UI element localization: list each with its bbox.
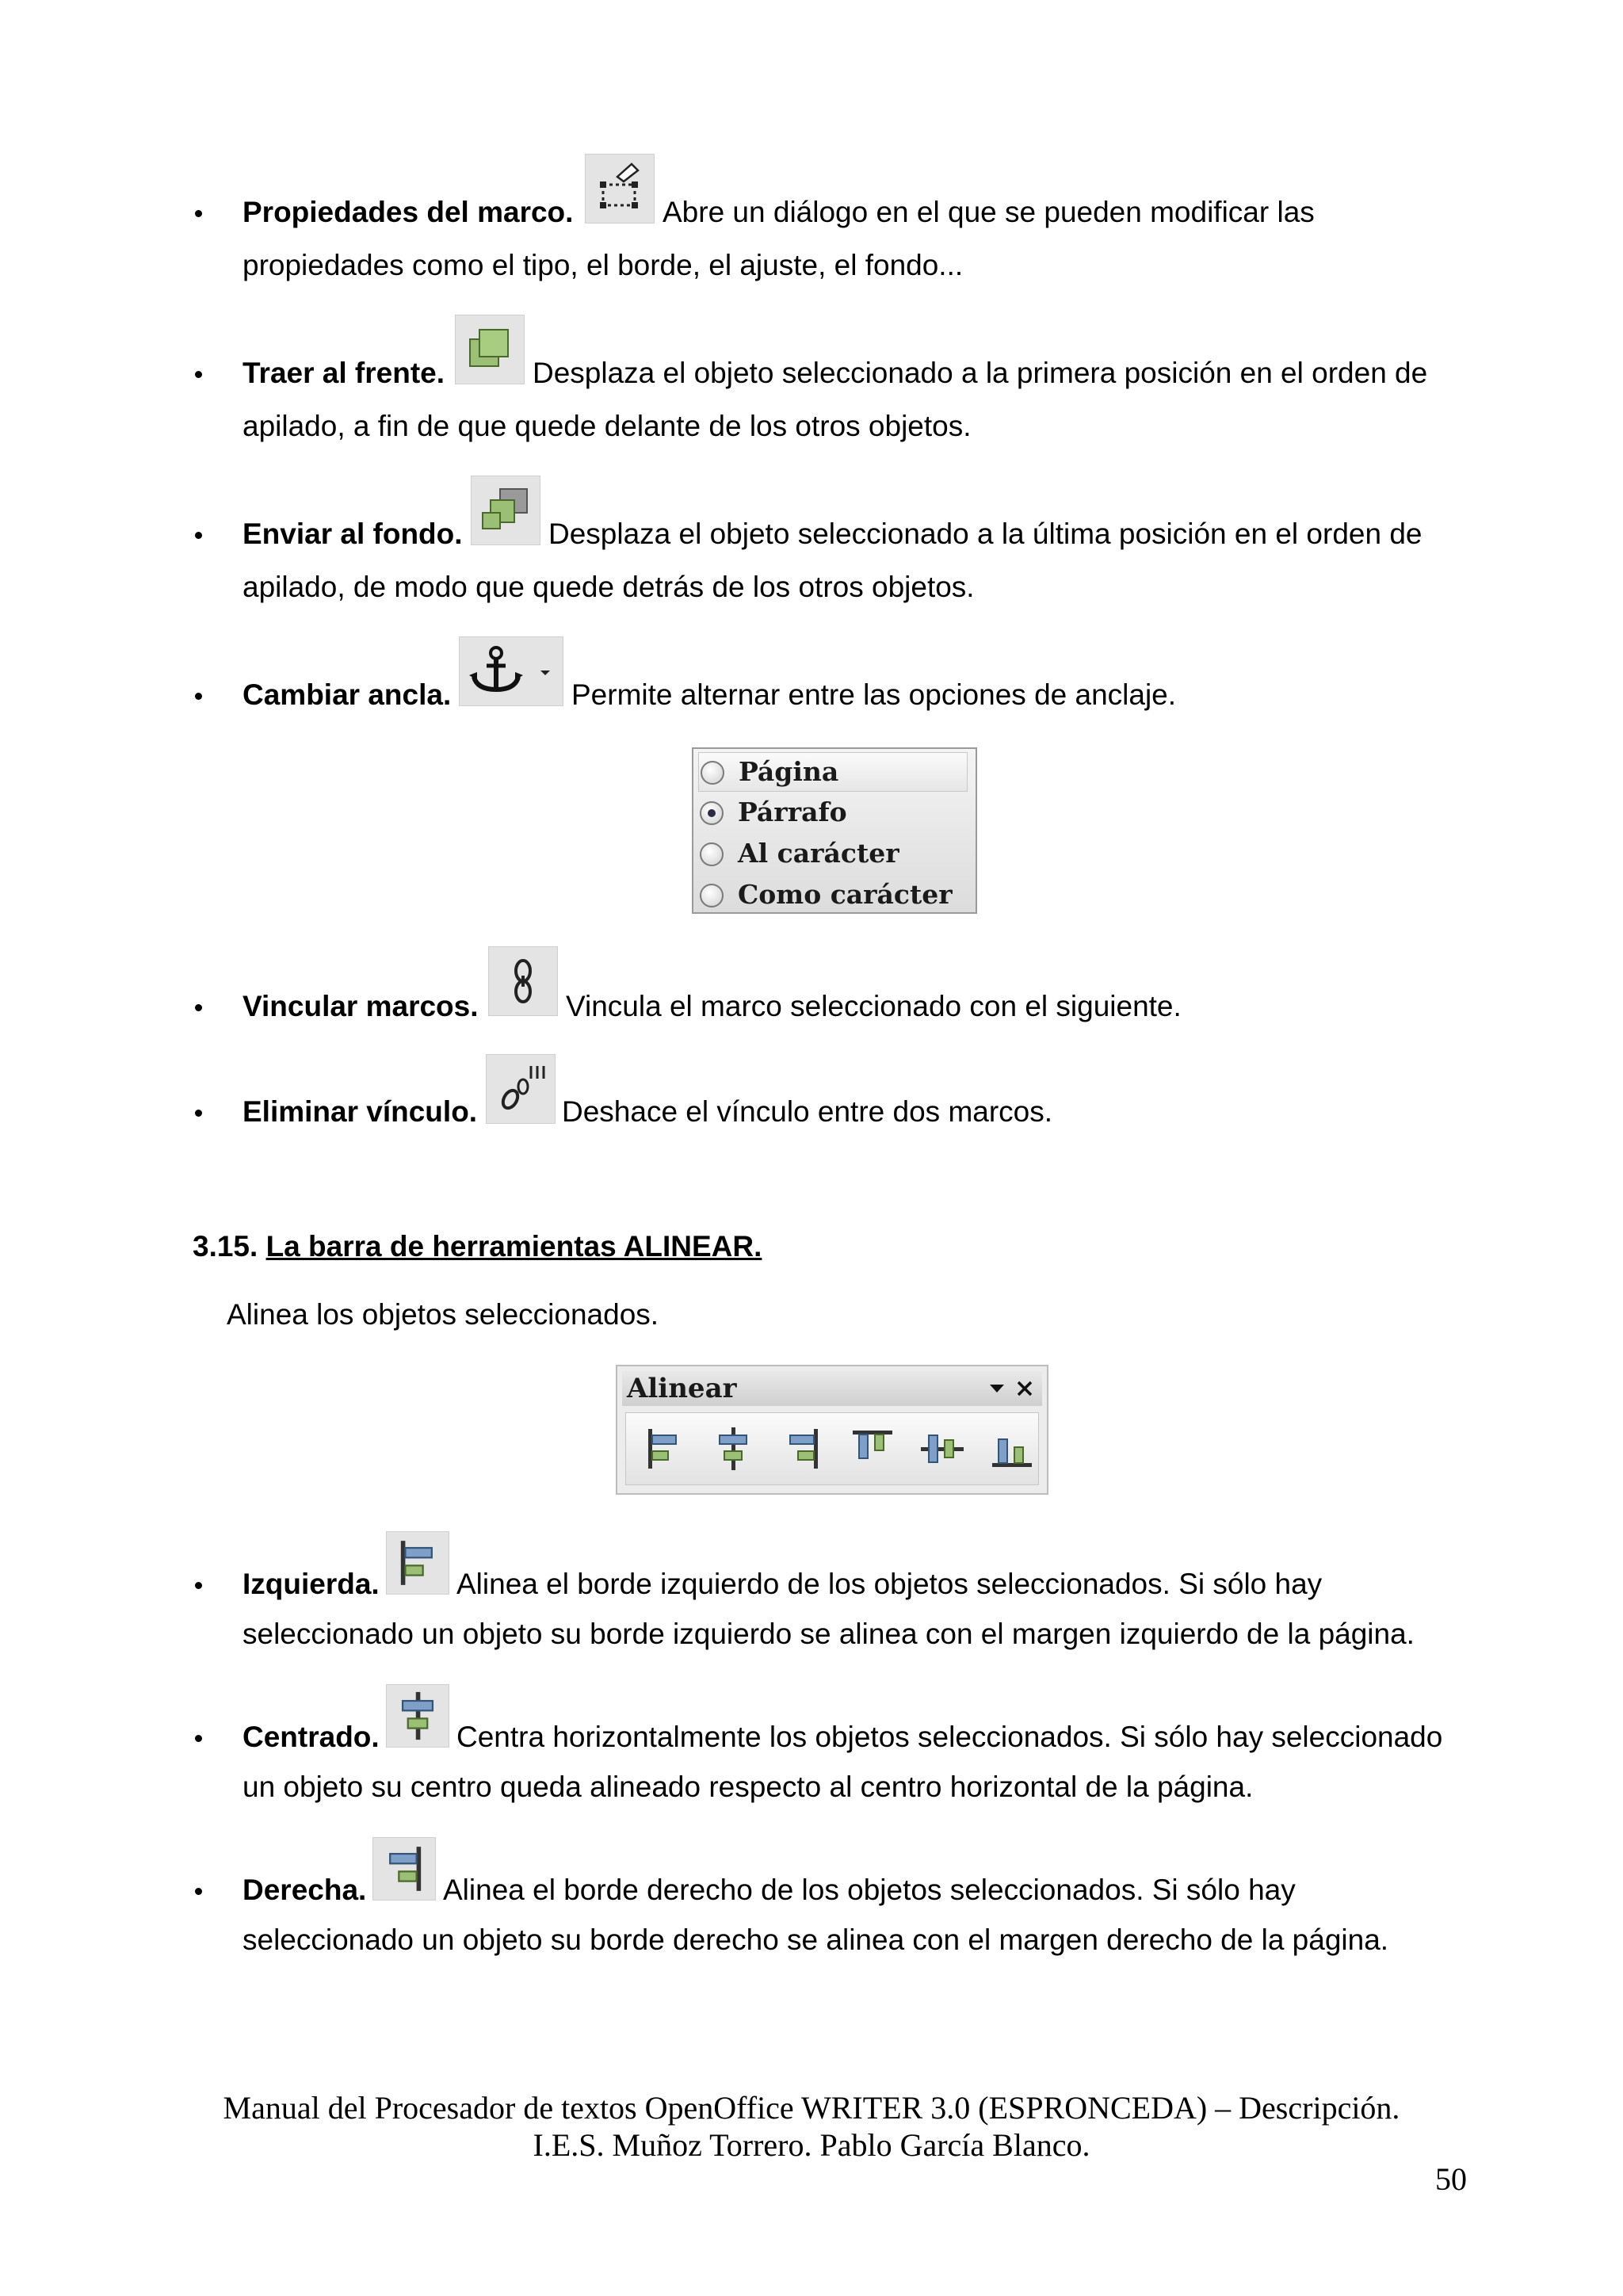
align-bottom-icon bbox=[984, 1421, 1040, 1477]
radio-icon[interactable] bbox=[700, 884, 724, 907]
align-middle-icon bbox=[915, 1421, 970, 1477]
list-item bbox=[242, 1095, 477, 1129]
align-right-button[interactable] bbox=[775, 1421, 831, 1477]
list-item bbox=[242, 1873, 366, 1908]
radio-icon[interactable] bbox=[700, 842, 724, 866]
list-item bbox=[242, 1567, 380, 1602]
item-term: Centrado. bbox=[242, 1721, 380, 1753]
section-number: 3.15. bbox=[193, 1230, 258, 1263]
bullet bbox=[195, 1110, 202, 1117]
item-description: Vincula el marco seleccionado con el siguiente. bbox=[566, 990, 1182, 1022]
item-term: Enviar al fondo. bbox=[242, 518, 463, 550]
page-number: 50 bbox=[1435, 2161, 1467, 2197]
bullet bbox=[195, 210, 202, 217]
anchor-options-menu bbox=[692, 747, 977, 914]
list-item bbox=[242, 195, 573, 230]
anchor-option-como-caracter[interactable] bbox=[698, 876, 966, 914]
item-term: Propiedades del marco. bbox=[242, 196, 574, 228]
bullet bbox=[195, 1888, 202, 1895]
bullet bbox=[195, 1735, 202, 1742]
item-description: Deshace el vínculo entre dos marcos. bbox=[562, 1095, 1053, 1128]
item-term: Cambiar ancla. bbox=[242, 678, 452, 711]
frame-properties-icon bbox=[585, 154, 655, 223]
bullet bbox=[195, 693, 202, 700]
footer-line-1: Manual del Procesador de textos OpenOffice WRITER 3.0 (ESPRONCEDA) – Descripción. bbox=[223, 2090, 1400, 2126]
item-term: Izquierda. bbox=[242, 1568, 380, 1600]
anchor-option-label: Al carácter bbox=[738, 838, 899, 869]
toolbar-titlebar[interactable] bbox=[622, 1371, 1042, 1406]
item-description: Centra horizontalmente los objetos seleccionados. Si sólo hay seleccionado bbox=[456, 1721, 1443, 1753]
align-left-button[interactable] bbox=[636, 1421, 691, 1477]
anchor-option-parrafo[interactable] bbox=[698, 793, 966, 831]
toolbar-buttons bbox=[625, 1412, 1039, 1485]
item-description: Desplaza el objeto seleccionado a la última posición en el orden de bbox=[548, 518, 1423, 550]
close-icon[interactable] bbox=[1015, 1379, 1034, 1398]
item-continuation: apilado, de modo que quede detrás de los otros objetos. bbox=[242, 571, 975, 603]
list-item bbox=[242, 989, 479, 1024]
item-continuation: apilado, a fin de que quede delante de los otros objetos. bbox=[242, 410, 972, 442]
align-center-button[interactable] bbox=[705, 1421, 761, 1477]
item-description: Desplaza el objeto seleccionado a la primera posición en el orden de bbox=[533, 357, 1428, 389]
bullet bbox=[195, 1582, 202, 1589]
section-intro: Alinea los objetos seleccionados. bbox=[227, 1298, 659, 1331]
item-description: Alinea el borde izquierdo de los objetos seleccionados. Si sólo hay bbox=[456, 1568, 1323, 1600]
item-term: Derecha. bbox=[242, 1874, 367, 1906]
bullet bbox=[195, 1004, 202, 1011]
item-description: Abre un diálogo en el que se pueden modificar las bbox=[663, 196, 1315, 228]
align-right-icon bbox=[775, 1421, 831, 1477]
link-frames-icon bbox=[488, 946, 558, 1016]
align-center-icon bbox=[705, 1421, 761, 1477]
align-right-icon bbox=[372, 1837, 436, 1901]
section-heading bbox=[193, 1229, 762, 1264]
align-middle-button[interactable] bbox=[915, 1421, 970, 1477]
send-to-back-icon bbox=[471, 476, 540, 545]
list-item bbox=[242, 356, 445, 391]
anchor-option-pagina[interactable] bbox=[698, 752, 968, 792]
anchor-icon bbox=[459, 636, 563, 706]
bring-to-front-icon bbox=[455, 315, 525, 384]
item-description: Alinea el borde derecho de los objetos seleccionados. Si sólo hay bbox=[443, 1874, 1296, 1906]
anchor-option-label: Párrafo bbox=[738, 797, 847, 827]
anchor-option-label: Como carácter bbox=[738, 879, 953, 910]
anchor-option-label: Página bbox=[739, 756, 839, 787]
align-left-icon bbox=[636, 1421, 691, 1477]
align-top-button[interactable] bbox=[845, 1421, 900, 1477]
align-left-icon bbox=[386, 1531, 449, 1595]
chevron-down-icon[interactable] bbox=[988, 1382, 1006, 1395]
bullet bbox=[195, 371, 202, 378]
list-item bbox=[242, 1720, 380, 1755]
item-continuation: propiedades como el tipo, el borde, el ajuste, el fondo... bbox=[242, 249, 964, 281]
item-continuation: un objeto su centro queda alineado respecto al centro horizontal de la página. bbox=[242, 1771, 1254, 1803]
list-item bbox=[242, 678, 451, 712]
align-bottom-button[interactable] bbox=[984, 1421, 1040, 1477]
align-center-icon bbox=[386, 1684, 449, 1748]
item-term: Vincular marcos. bbox=[242, 990, 479, 1022]
toolbar-title: Alinear bbox=[627, 1373, 737, 1404]
anchor-option-al-caracter[interactable] bbox=[698, 835, 966, 873]
item-continuation: seleccionado un objeto su borde izquierdo se alinea con el margen izquierdo de la página. bbox=[242, 1618, 1415, 1650]
section-title: La barra de herramientas ALINEAR. bbox=[265, 1230, 762, 1263]
footer-line-2: I.E.S. Muñoz Torrero. Pablo García Blanco. bbox=[533, 2127, 1090, 2163]
align-top-icon bbox=[845, 1421, 900, 1477]
item-continuation: seleccionado un objeto su borde derecho se alinea con el margen derecho de la página. bbox=[242, 1924, 1389, 1956]
unlink-frames-icon bbox=[486, 1054, 556, 1124]
radio-selected-icon[interactable] bbox=[700, 801, 724, 825]
item-term: Eliminar vínculo. bbox=[242, 1095, 478, 1128]
list-item bbox=[242, 517, 463, 552]
align-toolbar bbox=[616, 1365, 1048, 1495]
bullet bbox=[195, 532, 202, 539]
item-term: Traer al frente. bbox=[242, 357, 445, 389]
radio-icon[interactable] bbox=[701, 761, 724, 785]
item-description: Permite alternar entre las opciones de anclaje. bbox=[571, 678, 1177, 711]
